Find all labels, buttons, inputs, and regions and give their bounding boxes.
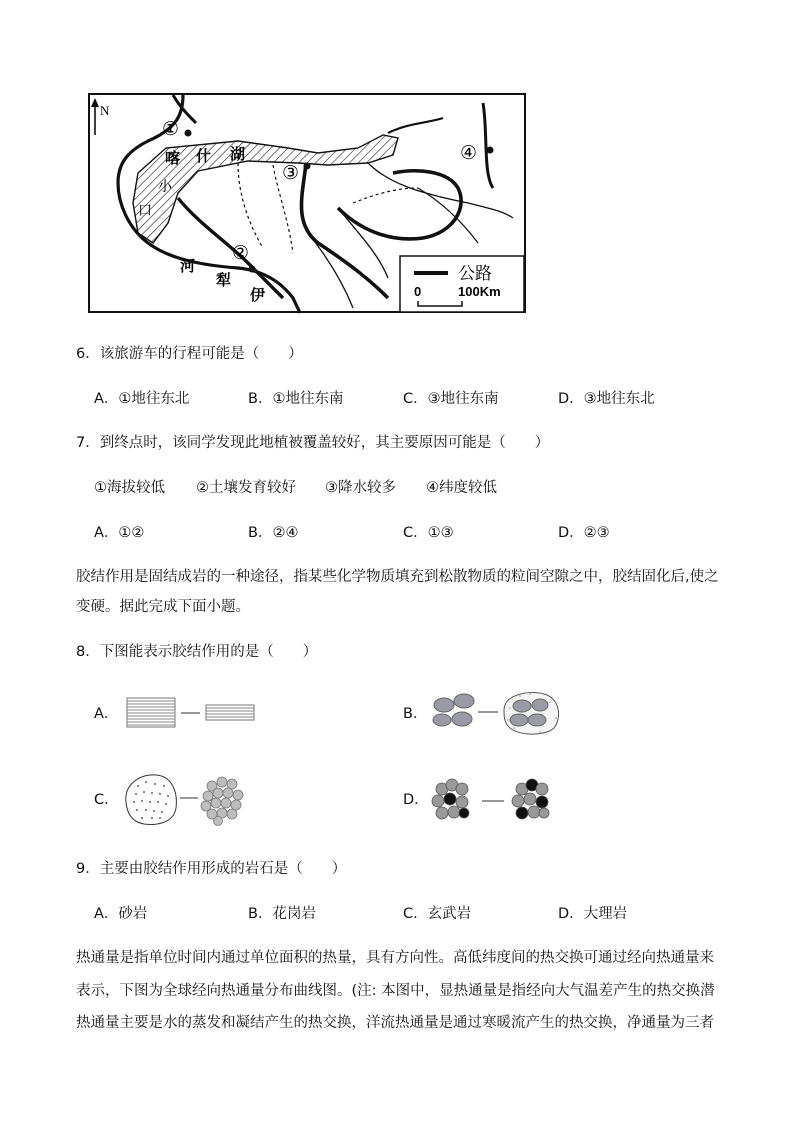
- q7-option-c[interactable]: C．①③: [403, 525, 454, 541]
- place-label-xiao: 小: [158, 179, 172, 195]
- intro-cementation-line2: 变硬。据此完成下面小题。: [76, 599, 250, 615]
- q9-option-b[interactable]: B．花岗岩: [248, 906, 316, 922]
- q7-item-2: ②土壤发育较好: [196, 480, 296, 496]
- intro-heat-line2: 表示，下图为全球经向热通量分布曲线图。(注: 本图中，显热通量是指经向大气温差产生的热交换潜: [76, 983, 715, 999]
- q7-item-1: ①海拔较低: [94, 480, 165, 496]
- q6-option-b[interactable]: B．①地往东南: [248, 391, 344, 407]
- dotted-sediment: [126, 775, 177, 825]
- layered-rock-left: [127, 698, 175, 727]
- q8-option-c-figure: [122, 772, 254, 828]
- river-label-li: 犁: [216, 271, 232, 289]
- packed-grains: [201, 777, 243, 826]
- marker-4: ④: [460, 142, 478, 164]
- marker-4-dot: [487, 147, 494, 154]
- q9-stem: 9．主要由胶结作用形成的岩石是（ ）: [76, 861, 347, 877]
- q7-option-b[interactable]: B．②④: [248, 525, 299, 541]
- loose-pebbles: [433, 694, 474, 726]
- q7-option-a[interactable]: A．①②: [94, 525, 145, 541]
- river-label-he: 河: [180, 257, 196, 275]
- river-label-yi: 伊: [250, 286, 266, 304]
- q6-option-c[interactable]: C．③地往东南: [403, 391, 499, 407]
- cemented-pebbles: [504, 693, 559, 735]
- mixed-rock-right: [512, 779, 549, 819]
- q9-option-c[interactable]: C．玄武岩: [403, 906, 472, 922]
- q6-option-a[interactable]: A．①地往东北: [94, 391, 190, 407]
- legend-road-label: 公路: [458, 264, 492, 284]
- q6-stem: 6．该旅游车的行程可能是（ ）: [76, 346, 303, 362]
- intro-heat-line1: 热通量是指单位时间内通过单位面积的热量，具有方向性。高低纬度间的热交换可通过经向热通量来: [76, 950, 714, 966]
- q6-option-d[interactable]: D．③地往东北: [558, 391, 655, 407]
- q8-option-d-figure: [430, 775, 562, 825]
- place-label-kou: 口: [138, 203, 152, 219]
- legend-scale-dist: 100Km: [458, 284, 501, 299]
- q9-option-a[interactable]: A．砂岩: [94, 906, 148, 922]
- q8-option-d-label[interactable]: D．: [403, 792, 429, 808]
- marker-3-dot: [304, 163, 311, 170]
- marker-2-dot: [249, 266, 256, 273]
- layered-rock-right: [206, 705, 254, 720]
- marker-1-dot: [185, 130, 192, 137]
- north-label: N: [100, 103, 110, 118]
- regional-map: [88, 93, 528, 315]
- marker-3: ③: [282, 162, 300, 184]
- mixed-rock-left: [432, 779, 469, 819]
- q7-option-d[interactable]: D．②③: [558, 525, 610, 541]
- q8-option-a-label[interactable]: A．: [94, 706, 119, 722]
- q8-stem: 8．下图能表示胶结作用的是（ ）: [76, 644, 318, 660]
- intro-cementation-line1: 胶结作用是固结成岩的一种途径，指某些化学物质填充到松散物质的粒间空隙之中，胶结固化后,使之: [76, 569, 719, 585]
- legend-scale-zero: 0: [414, 284, 422, 299]
- place-label-hu: 湖: [230, 145, 246, 163]
- marker-2: ②: [232, 242, 250, 264]
- intro-heat-line3: 热通量主要是水的蒸发和凝结产生的热交换，洋流热通量是通过寒暖流产生的热交换，净通量为三者: [76, 1015, 714, 1031]
- q8-option-a-figure: [126, 697, 258, 729]
- place-label-shi: 什: [196, 147, 212, 165]
- q9-option-d[interactable]: D．大理岩: [558, 906, 628, 922]
- q7-item-3: ③降水较多: [325, 480, 396, 496]
- q8-option-b-label[interactable]: B．: [403, 706, 428, 722]
- q7-stem: 7．到终点时，该同学发现此地植被覆盖较好，其主要原因可能是（ ）: [76, 435, 550, 451]
- q8-option-b-figure: [430, 688, 562, 738]
- place-label-ka: 喀: [165, 149, 181, 167]
- q7-item-4: ④纬度较低: [426, 480, 497, 496]
- marker-1: ①: [162, 118, 180, 140]
- q8-option-c-label[interactable]: C．: [94, 792, 119, 808]
